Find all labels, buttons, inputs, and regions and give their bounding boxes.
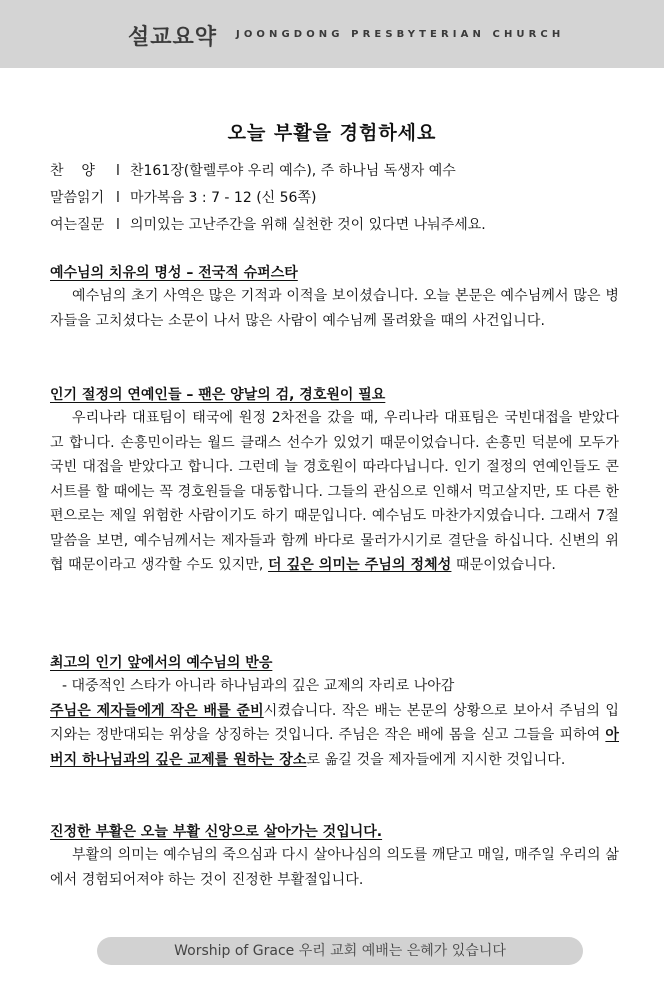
body-text: 로 옮길 것을 제자들에게 지시한 것입니다.	[306, 751, 566, 768]
separator: l	[116, 163, 120, 179]
section-subline: - 대중적인 스타가 아니라 하나님과의 깊은 교제의 자리로 나아감	[62, 678, 455, 694]
body-text: 때문이었습니다.	[451, 557, 556, 573]
emphasis-text: 주님은 제자들에게 작은 배를 준비	[50, 702, 264, 719]
header-title: 설교요약	[128, 25, 218, 50]
section-heading: 예수님의 치유의 명성 – 전국적 슈퍼스타	[50, 265, 298, 281]
section-jesus-response	[50, 652, 619, 772]
hymn-label: 찬 양	[50, 163, 95, 179]
header-banner	[0, 0, 664, 68]
church-name: JOONGDONG PRESBYTERIAN CHURCH	[236, 29, 565, 40]
section-body: 부활의 의미는 예수님의 죽으심과 다시 살아나심의 의도를 깨닫고 매일, 매주일 우리의 삶에서 경험되어져야 하는 것이 진정한 부활절입니다.	[50, 847, 619, 888]
section-body	[50, 699, 619, 773]
section-heading: 인기 절정의 연예인들 – 팬은 양날의 검, 경호원이 필요	[50, 387, 386, 403]
section-heading: 최고의 인기 앞에서의 예수님의 반응	[50, 655, 273, 671]
section-body: 예수님의 초기 사역은 많은 기적과 이적을 보이셨습니다. 오늘 본문은 예수님께서 많은 병자들을 고치셨다는 소문이 나서 많은 사람이 예수님께 몰려왔을 때의 사건입니다.	[50, 288, 619, 329]
scripture-value: 마가복음 3 : 7 - 12 (신 56쪽)	[130, 190, 317, 206]
section-popular-celebrities	[50, 384, 619, 578]
scripture-label: 말씀읽기	[50, 190, 105, 206]
emphasis-text: 더 깊은 의미는 주님의 정체성	[268, 557, 452, 573]
opening-question-label: 여는질문	[50, 217, 105, 233]
emphasis-text: 아버지 하나님과의 깊은 교제를 원하는 장소	[50, 727, 619, 768]
opening-question-row	[50, 214, 620, 241]
section-body	[50, 406, 619, 578]
body-text: 시켰습니다. 작은 배는 본문의 상황으로 보아서 주님의 입지와는 정반대되는 위상을 상징하는 것입니다. 주님은 작은 배에 몸을 싣고 그들을 피하여	[50, 702, 619, 743]
section-true-resurrection	[50, 821, 619, 892]
section-healing-fame	[50, 262, 619, 333]
separator: l	[116, 217, 120, 233]
hymn-row	[50, 160, 620, 187]
body-text: 우리나라 대표팀이 태국에 원정 2차전을 갔을 때, 우리나라 대표팀은 국빈대접을 받았다고 합니다. 손흥민이라는 월드 클래스 선수가 있었기 때문이었습니다. 손흥민 덕분에 모두가 국빈 대접을 받았다고 합니다. 그런데 늘 경호원이 따라다닙니다. 인기 절정의 연예인들도 콘서트를 할 때에는 꼭 경호원들을 대동합니다. 그들의 관심으로 인해서 먹고살지만, 또 다른 한편으로는 제일 위험한 사람이기도 하기 때문입니다. 예수님도 마찬가지였습니다. 그래서 7절 말씀을 보면, 예수님께서는 제자들과 함께 바다로 물러가시기로 결단을 하십니다. 신변의 위협 때문이라고 생각할 수도 있지만,	[50, 410, 619, 573]
service-info	[50, 160, 620, 241]
separator: l	[116, 190, 120, 206]
section-heading: 진정한 부활은 오늘 부활 신앙으로 살아가는 것입니다.	[50, 824, 383, 840]
hymn-value: 찬161장(할렐루야 우리 예수), 주 하나님 독생자 예수	[130, 163, 456, 179]
opening-question-value: 의미있는 고난주간을 위해 실천한 것이 있다면 나눠주세요.	[130, 217, 486, 233]
footer-banner: Worship of Grace 우리 교회 예배는 은혜가 있습니다	[97, 937, 583, 965]
scripture-row	[50, 187, 620, 214]
sermon-title: 오늘 부활을 경험하세요	[227, 122, 437, 144]
